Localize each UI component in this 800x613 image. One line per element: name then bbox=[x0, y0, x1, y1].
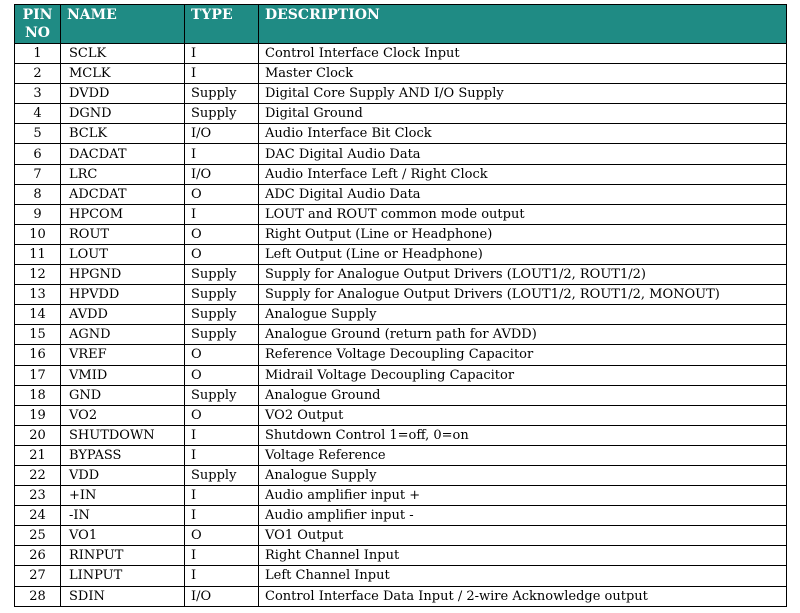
header-pin-line2: NO bbox=[25, 25, 50, 41]
pin-description-cell: Master Clock bbox=[259, 64, 787, 84]
pin-name-cell: DVDD bbox=[61, 84, 185, 104]
pin-type-cell: I bbox=[185, 425, 259, 445]
pin-name-cell: ROUT bbox=[61, 224, 185, 244]
pin-number-cell: 11 bbox=[15, 244, 61, 264]
pin-description-cell: Supply for Analogue Output Drivers (LOUT1/2, ROUT1/2, MONOUT) bbox=[259, 285, 787, 305]
pin-number-cell: 19 bbox=[15, 405, 61, 425]
table-body bbox=[15, 44, 787, 607]
pin-type-cell: Supply bbox=[185, 325, 259, 345]
pin-description-cell: Left Channel Input bbox=[259, 566, 787, 586]
pin-name-cell: ADCDAT bbox=[61, 184, 185, 204]
pin-type-cell: Supply bbox=[185, 265, 259, 285]
pin-name-cell: SDIN bbox=[61, 586, 185, 606]
pin-type-cell: O bbox=[185, 526, 259, 546]
table-row bbox=[15, 465, 787, 485]
pin-name-cell: VREF bbox=[61, 345, 185, 365]
pin-type-cell: I bbox=[185, 144, 259, 164]
pin-description-cell: VO2 Output bbox=[259, 405, 787, 425]
pin-description-cell: Digital Ground bbox=[259, 104, 787, 124]
pin-number-cell: 22 bbox=[15, 465, 61, 485]
pin-type-cell: Supply bbox=[185, 84, 259, 104]
pin-type-cell: I bbox=[185, 566, 259, 586]
pin-name-cell: SHUTDOWN bbox=[61, 425, 185, 445]
pin-number-cell: 27 bbox=[15, 566, 61, 586]
pin-type-cell: O bbox=[185, 244, 259, 264]
pin-description-cell: DAC Digital Audio Data bbox=[259, 144, 787, 164]
pin-number-cell: 7 bbox=[15, 164, 61, 184]
pin-type-cell: Supply bbox=[185, 385, 259, 405]
pin-number-cell: 24 bbox=[15, 506, 61, 526]
table-header-row bbox=[15, 5, 787, 44]
pin-number-cell: 9 bbox=[15, 204, 61, 224]
pin-name-cell: VDD bbox=[61, 465, 185, 485]
pin-number-cell: 12 bbox=[15, 265, 61, 285]
pin-number-cell: 26 bbox=[15, 546, 61, 566]
pin-type-cell: I bbox=[185, 445, 259, 465]
pin-name-cell: BYPASS bbox=[61, 445, 185, 465]
table-row bbox=[15, 204, 787, 224]
pin-description-cell: Midrail Voltage Decoupling Capacitor bbox=[259, 365, 787, 385]
pin-number-cell: 8 bbox=[15, 184, 61, 204]
pin-number-cell: 17 bbox=[15, 365, 61, 385]
pin-type-cell: I bbox=[185, 204, 259, 224]
pin-name-cell: +IN bbox=[61, 486, 185, 506]
table-row bbox=[15, 164, 787, 184]
pin-description-cell: LOUT and ROUT common mode output bbox=[259, 204, 787, 224]
pin-type-cell: I bbox=[185, 546, 259, 566]
pin-name-cell: GND bbox=[61, 385, 185, 405]
pin-name-cell: SCLK bbox=[61, 44, 185, 64]
table-row bbox=[15, 345, 787, 365]
header-name: NAME bbox=[61, 5, 185, 44]
table-row bbox=[15, 184, 787, 204]
pin-type-cell: Supply bbox=[185, 465, 259, 485]
table-row bbox=[15, 365, 787, 385]
table-row bbox=[15, 285, 787, 305]
header-pin-line1: PIN bbox=[22, 7, 53, 23]
pin-number-cell: 6 bbox=[15, 144, 61, 164]
pin-name-cell: HPGND bbox=[61, 265, 185, 285]
pin-type-cell: I/O bbox=[185, 164, 259, 184]
pin-name-cell: VO2 bbox=[61, 405, 185, 425]
pin-name-cell: MCLK bbox=[61, 64, 185, 84]
table-row bbox=[15, 224, 787, 244]
pin-description-cell: Audio amplifier input + bbox=[259, 486, 787, 506]
pin-number-cell: 14 bbox=[15, 305, 61, 325]
pin-description-cell: Analogue Supply bbox=[259, 305, 787, 325]
table-row bbox=[15, 385, 787, 405]
pin-description-cell: ADC Digital Audio Data bbox=[259, 184, 787, 204]
pin-description-cell: Digital Core Supply AND I/O Supply bbox=[259, 84, 787, 104]
pin-type-cell: I bbox=[185, 64, 259, 84]
table-row bbox=[15, 546, 787, 566]
table-row bbox=[15, 506, 787, 526]
table-row bbox=[15, 44, 787, 64]
header-description: DESCRIPTION bbox=[259, 5, 787, 44]
table-row bbox=[15, 84, 787, 104]
pin-type-cell: I bbox=[185, 486, 259, 506]
pin-description-cell: Audio Interface Left / Right Clock bbox=[259, 164, 787, 184]
pin-description-cell: Voltage Reference bbox=[259, 445, 787, 465]
table-row bbox=[15, 325, 787, 345]
pin-number-cell: 13 bbox=[15, 285, 61, 305]
table-row bbox=[15, 526, 787, 546]
pin-number-cell: 4 bbox=[15, 104, 61, 124]
pin-number-cell: 16 bbox=[15, 345, 61, 365]
pin-number-cell: 25 bbox=[15, 526, 61, 546]
pin-number-cell: 18 bbox=[15, 385, 61, 405]
pin-name-cell: DACDAT bbox=[61, 144, 185, 164]
pin-type-cell: O bbox=[185, 224, 259, 244]
pin-type-cell: O bbox=[185, 405, 259, 425]
pin-name-cell: RINPUT bbox=[61, 546, 185, 566]
pin-number-cell: 3 bbox=[15, 84, 61, 104]
pin-description-cell: Control Interface Data Input / 2-wire Acknowledge output bbox=[259, 586, 787, 606]
pin-description-cell: VO1 Output bbox=[259, 526, 787, 546]
pin-number-cell: 28 bbox=[15, 586, 61, 606]
pin-description-cell: Analogue Supply bbox=[259, 465, 787, 485]
pin-description-cell: Control Interface Clock Input bbox=[259, 44, 787, 64]
pin-number-cell: 21 bbox=[15, 445, 61, 465]
pin-description-cell: Left Output (Line or Headphone) bbox=[259, 244, 787, 264]
pin-number-cell: 5 bbox=[15, 124, 61, 144]
pin-number-cell: 2 bbox=[15, 64, 61, 84]
pin-description-cell: Analogue Ground bbox=[259, 385, 787, 405]
pin-number-cell: 1 bbox=[15, 44, 61, 64]
pin-name-cell: HPCOM bbox=[61, 204, 185, 224]
pin-description-cell: Supply for Analogue Output Drivers (LOUT1/2, ROUT1/2) bbox=[259, 265, 787, 285]
pin-number-cell: 23 bbox=[15, 486, 61, 506]
table-row bbox=[15, 244, 787, 264]
header-pin-no bbox=[15, 5, 61, 44]
table-row bbox=[15, 144, 787, 164]
table-row bbox=[15, 425, 787, 445]
pin-number-cell: 15 bbox=[15, 325, 61, 345]
table-row bbox=[15, 486, 787, 506]
pin-name-cell: LRC bbox=[61, 164, 185, 184]
pin-name-cell: AVDD bbox=[61, 305, 185, 325]
table-row bbox=[15, 104, 787, 124]
pin-type-cell: I bbox=[185, 506, 259, 526]
table-row bbox=[15, 124, 787, 144]
pin-type-cell: Supply bbox=[185, 285, 259, 305]
pin-name-cell: LINPUT bbox=[61, 566, 185, 586]
pin-number-cell: 20 bbox=[15, 425, 61, 445]
header-type: TYPE bbox=[185, 5, 259, 44]
pin-name-cell: BCLK bbox=[61, 124, 185, 144]
pin-description-cell: Analogue Ground (return path for AVDD) bbox=[259, 325, 787, 345]
pin-type-cell: O bbox=[185, 184, 259, 204]
pin-name-cell: VO1 bbox=[61, 526, 185, 546]
table-row bbox=[15, 566, 787, 586]
pin-description-cell: Reference Voltage Decoupling Capacitor bbox=[259, 345, 787, 365]
pin-name-cell: DGND bbox=[61, 104, 185, 124]
pin-description-cell: Right Channel Input bbox=[259, 546, 787, 566]
pin-type-cell: I/O bbox=[185, 586, 259, 606]
pin-number-cell: 10 bbox=[15, 224, 61, 244]
pin-description-cell: Right Output (Line or Headphone) bbox=[259, 224, 787, 244]
pin-name-cell: VMID bbox=[61, 365, 185, 385]
table-row bbox=[15, 445, 787, 465]
pin-type-cell: O bbox=[185, 365, 259, 385]
table-row bbox=[15, 64, 787, 84]
table-row bbox=[15, 405, 787, 425]
pin-description-cell: Audio Interface Bit Clock bbox=[259, 124, 787, 144]
pin-name-cell: LOUT bbox=[61, 244, 185, 264]
pin-name-cell: HPVDD bbox=[61, 285, 185, 305]
pin-description-table bbox=[14, 4, 787, 607]
pin-description-cell: Audio amplifier input - bbox=[259, 506, 787, 526]
table-row bbox=[15, 586, 787, 606]
pin-type-cell: Supply bbox=[185, 305, 259, 325]
pin-name-cell: AGND bbox=[61, 325, 185, 345]
table-row bbox=[15, 265, 787, 285]
pin-type-cell: I bbox=[185, 44, 259, 64]
pin-type-cell: Supply bbox=[185, 104, 259, 124]
pin-type-cell: I/O bbox=[185, 124, 259, 144]
pin-type-cell: O bbox=[185, 345, 259, 365]
table-row bbox=[15, 305, 787, 325]
pin-name-cell: -IN bbox=[61, 506, 185, 526]
pin-description-cell: Shutdown Control 1=off, 0=on bbox=[259, 425, 787, 445]
